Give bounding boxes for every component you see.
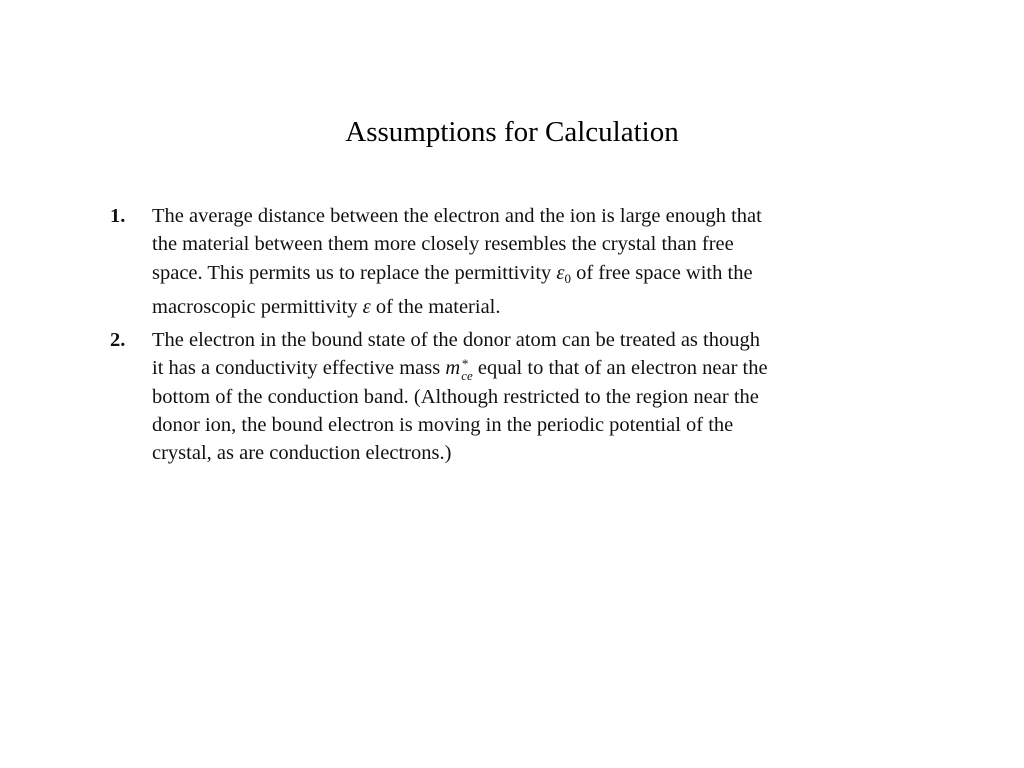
assumption-list <box>110 202 900 468</box>
text-segment: equal to that of an electron near the <box>472 357 768 380</box>
text-line <box>152 354 900 382</box>
text-line: the material between them more closely resembles the crystal than free <box>152 233 734 256</box>
text-segment: macroscopic permittivity <box>152 295 363 318</box>
text-line: bottom of the conduction band. (Although restricted to the region near the <box>152 385 759 408</box>
effective-mass-symbol <box>445 356 473 384</box>
text-line <box>152 259 900 293</box>
assumption-item <box>110 326 900 467</box>
math-subscript: 0 <box>564 270 571 286</box>
text-line <box>152 293 900 321</box>
epsilon-zero-symbol <box>556 262 571 284</box>
text-line: The average distance between the electron and the ion is large enough that <box>152 205 762 227</box>
assumption-item <box>110 202 900 321</box>
text-segment: of free space with the <box>570 261 753 284</box>
slide-title: Assumptions for Calculation <box>345 116 679 148</box>
math-sup-sub <box>461 358 473 382</box>
text-segment: space. This permits us to replace the permittivity <box>152 261 557 284</box>
item-number: 2. <box>110 329 126 352</box>
math-superscript: * <box>461 356 468 372</box>
epsilon-symbol: ε <box>362 295 371 318</box>
text-line: The electron in the bound state of the donor atom can be treated as though <box>152 329 760 352</box>
text-segment: of the material. <box>370 295 501 318</box>
math-symbol: m <box>445 357 461 380</box>
item-number: 1. <box>110 205 126 227</box>
text-segment: it has a conductivity effective mass <box>152 357 446 380</box>
text-line: crystal, as are conduction electrons.) <box>152 442 452 465</box>
math-subscript: ce <box>461 368 473 384</box>
math-symbol: ε <box>556 261 565 284</box>
text-line: donor ion, the bound electron is moving in the periodic potential of the <box>152 414 734 437</box>
